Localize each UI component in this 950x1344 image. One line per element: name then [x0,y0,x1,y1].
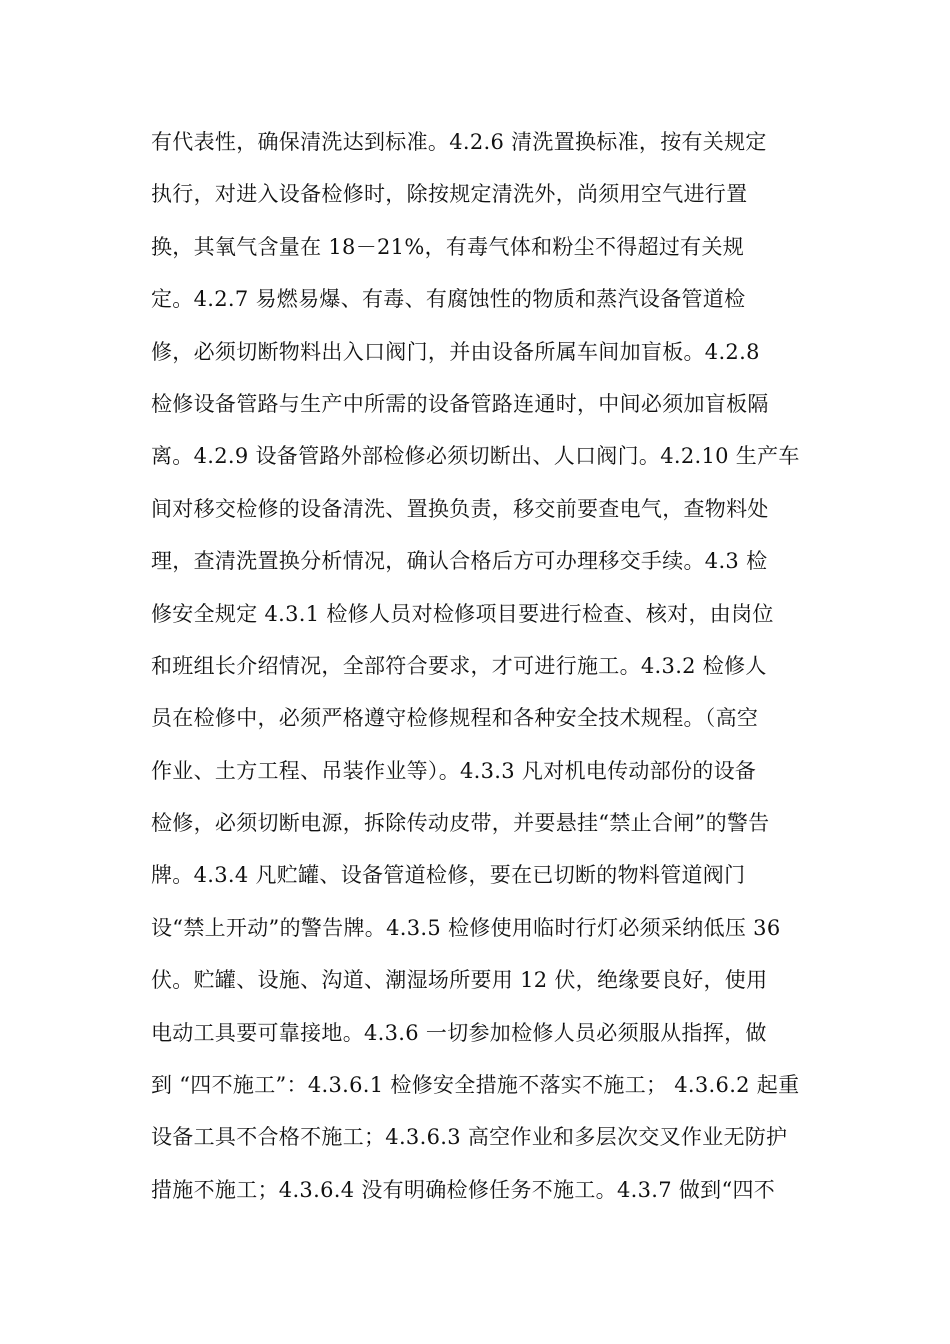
text-line: 和班组长介绍情况，全部符合要求，才可进行施工。4.3.2 检修人 [151,653,767,678]
text-line: 设“禁上开动”的警告牌。4.3.5 检修使用临时行灯必须采纳低压 36 [151,915,781,940]
text-line: 检修，必须切断电源，拆除传动皮带，并要悬挂“禁止合闸”的警告 [151,811,770,836]
text-line: 理，查清洗置换分析情况，确认合格后方可办理移交手续。4.3 检 [151,549,768,574]
text-line: 措施不施工；4.3.6.4 没有明确检修任务不施工。4.3.7 做到“四不 [151,1177,776,1202]
text-line: 离。4.2.9 设备管路外部检修必须切断出、人口阀门。4.2.10 生产车 [151,444,800,469]
text-line: 有代表性，确保清洗达到标准。4.2.6 清洗置换标准，按有关规定 [151,130,767,154]
text-line: 修安全规定 4.3.1 检修人员对检修项目要进行检查、核对，由岗位 [151,601,774,626]
text-line: 设备工具不合格不施工；4.3.6.3 高空作业和多层次交叉作业无防护 [151,1125,788,1150]
text-line: 检修设备管路与生产中所需的设备管路连通时，中间必须加盲板隔 [151,391,769,416]
text-line: 修，必须切断物料出入口阀门，并由设备所属车间加盲板。4.2.8 [151,339,760,364]
text-line: 间对移交检修的设备清洗、置换负责，移交前要查电气，查物料处 [151,496,769,521]
text-line: 伏。贮罐、设施、沟道、潮湿场所要用 12 伏，绝缘要良好，使用 [151,968,768,993]
text-line: 员在检修中，必须严格遵守检修规程和各种安全技术规程。（高空 [151,706,759,731]
text-line: 换，其氧气含量在 18－21%，有毒气体和粉尘不得超过有关规 [151,234,745,259]
text-line: 执行，对进入设备检修时，除按规定清洗外，尚须用空气进行置 [151,182,748,207]
text-line: 电动工具要可靠接地。4.3.6 一切参加检修人员必须服从指挥，做 [151,1020,767,1045]
text-line: 牌。4.3.4 凡贮罐、设备管道检修，要在已切断的物料管道阀门 [151,863,746,888]
text-line: 到 “四不施工”：4.3.6.1 检修安全措施不落实不施工； 4.3.6.2 起重 [151,1073,800,1098]
body-text [151,116,811,1216]
text-line: 定。4.2.7 易燃易爆、有毒、有腐蚀性的物质和蒸汽设备管道检 [151,287,746,312]
text-line: 作业、土方工程、吊装作业等）。4.3.3 凡对机电传动部份的设备 [151,758,757,783]
